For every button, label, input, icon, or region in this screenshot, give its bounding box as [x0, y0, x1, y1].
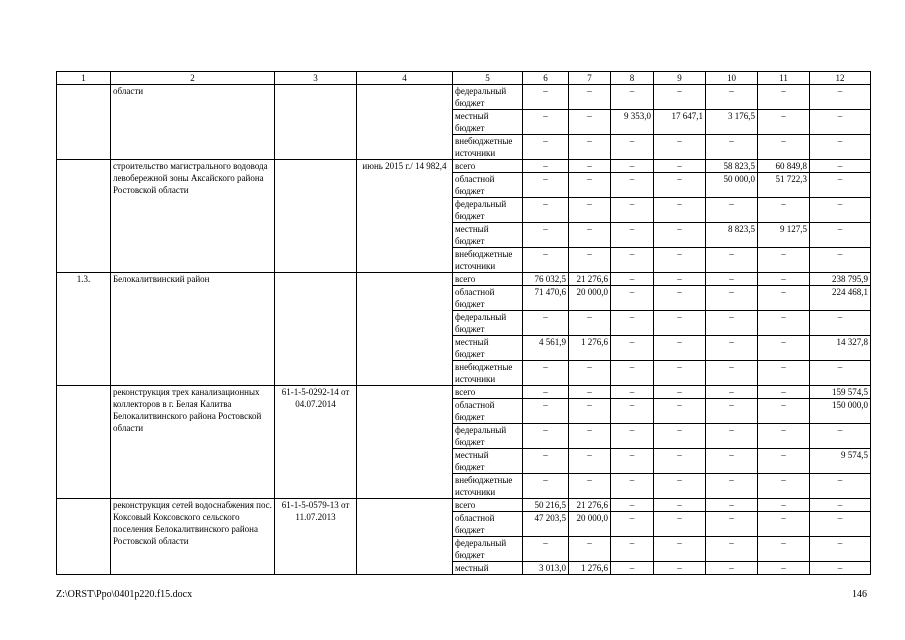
value-cell: –: [611, 512, 654, 537]
value-cell: –: [654, 449, 706, 474]
column-header-7: 7: [569, 72, 611, 85]
value-cell: 9 574,5: [810, 449, 871, 474]
value-cell: –: [611, 499, 654, 512]
value-cell: –: [706, 273, 758, 286]
value-cell: –: [810, 562, 871, 575]
value-cell: –: [569, 173, 611, 198]
item-number: [57, 160, 111, 273]
value-cell: 238 795,9: [810, 273, 871, 286]
value-cell: –: [758, 537, 810, 562]
value-cell: –: [758, 110, 810, 135]
value-cell: –: [523, 537, 569, 562]
footer-page-number: 146: [852, 589, 867, 600]
funding-source-label: всего: [453, 273, 523, 286]
funding-source-label: внебюджетные источники: [453, 474, 523, 499]
value-cell: –: [523, 248, 569, 273]
value-cell: –: [523, 110, 569, 135]
expertise-conclusion: [275, 160, 357, 273]
value-cell: –: [758, 474, 810, 499]
value-cell: –: [654, 424, 706, 449]
column-header-10: 10: [706, 72, 758, 85]
funding-source-label: внебюджетные источники: [453, 248, 523, 273]
funding-source-label: областной бюджет: [453, 399, 523, 424]
value-cell: –: [523, 85, 569, 110]
value-cell: 8 823,5: [706, 223, 758, 248]
item-name: реконструкция трех канализационных коллекторов в г. Белая Калитва Белокалитвинского района Ростовской области: [111, 386, 275, 499]
value-cell: –: [810, 499, 871, 512]
item-name: строительство магистрального водовода левобережной зоны Аксайского района Ростовской области: [111, 160, 275, 273]
expertise-conclusion: 61-1-5-0579-13 от 11.07.2013: [275, 499, 357, 575]
value-cell: 50 216,5: [523, 499, 569, 512]
value-cell: 9 127,5: [758, 223, 810, 248]
column-header-2: 2: [111, 72, 275, 85]
value-cell: –: [810, 424, 871, 449]
funding-source-label: федеральный бюджет: [453, 85, 523, 110]
value-cell: –: [523, 198, 569, 223]
funding-source-label: местный бюджет: [453, 223, 523, 248]
value-cell: –: [569, 361, 611, 386]
value-cell: –: [706, 474, 758, 499]
value-cell: 4 561,9: [523, 336, 569, 361]
value-cell: 47 203,5: [523, 512, 569, 537]
column-header-4: 4: [357, 72, 453, 85]
value-cell: –: [523, 449, 569, 474]
value-cell: –: [569, 311, 611, 336]
funding-source-label: всего: [453, 160, 523, 173]
value-cell: 71 470,6: [523, 286, 569, 311]
value-cell: 51 722,3: [758, 173, 810, 198]
column-header-12: 12: [810, 72, 871, 85]
value-cell: –: [706, 336, 758, 361]
value-cell: –: [706, 424, 758, 449]
funding-source-label: федеральный бюджет: [453, 537, 523, 562]
value-cell: –: [810, 160, 871, 173]
commissioning-date: [357, 499, 453, 575]
value-cell: –: [654, 562, 706, 575]
column-header-8: 8: [611, 72, 654, 85]
value-cell: –: [758, 399, 810, 424]
value-cell: –: [810, 311, 871, 336]
value-cell: –: [810, 512, 871, 537]
value-cell: –: [706, 198, 758, 223]
commissioning-date: [357, 273, 453, 386]
funding-source-label: областной бюджет: [453, 512, 523, 537]
value-cell: –: [706, 361, 758, 386]
value-cell: –: [569, 160, 611, 173]
column-header-3: 3: [275, 72, 357, 85]
value-cell: –: [523, 399, 569, 424]
value-cell: –: [654, 85, 706, 110]
value-cell: –: [611, 562, 654, 575]
value-cell: –: [611, 311, 654, 336]
value-cell: –: [523, 424, 569, 449]
value-cell: –: [654, 135, 706, 160]
value-cell: 9 353,0: [611, 110, 654, 135]
value-cell: –: [569, 223, 611, 248]
expertise-conclusion: [275, 85, 357, 160]
funding-source-label: областной бюджет: [453, 286, 523, 311]
value-cell: –: [611, 248, 654, 273]
value-cell: 159 574,5: [810, 386, 871, 399]
value-cell: –: [706, 386, 758, 399]
column-header-1: 1: [57, 72, 111, 85]
value-cell: –: [569, 386, 611, 399]
value-cell: –: [569, 85, 611, 110]
value-cell: –: [654, 273, 706, 286]
value-cell: –: [654, 286, 706, 311]
value-cell: –: [569, 248, 611, 273]
value-cell: –: [810, 537, 871, 562]
value-cell: –: [654, 223, 706, 248]
value-cell: –: [654, 173, 706, 198]
item-name: реконструкция сетей водоснабжения пос. Коксовый Коксовского сельского поселения Белокалитвинского района Ростовской области: [111, 499, 275, 575]
value-cell: –: [523, 311, 569, 336]
value-cell: –: [611, 160, 654, 173]
value-cell: –: [654, 537, 706, 562]
value-cell: 224 468,1: [810, 286, 871, 311]
value-cell: –: [523, 361, 569, 386]
value-cell: –: [758, 424, 810, 449]
value-cell: –: [654, 386, 706, 399]
value-cell: –: [569, 537, 611, 562]
value-cell: –: [810, 173, 871, 198]
table-row: [57, 386, 871, 399]
value-cell: –: [810, 85, 871, 110]
value-cell: –: [611, 361, 654, 386]
value-cell: –: [758, 273, 810, 286]
value-cell: –: [758, 386, 810, 399]
value-cell: –: [758, 311, 810, 336]
value-cell: 3 176,5: [706, 110, 758, 135]
value-cell: –: [611, 286, 654, 311]
value-cell: –: [569, 198, 611, 223]
value-cell: –: [706, 562, 758, 575]
value-cell: –: [611, 223, 654, 248]
value-cell: –: [706, 399, 758, 424]
value-cell: –: [654, 474, 706, 499]
funding-source-label: внебюджетные источники: [453, 361, 523, 386]
budget-table: [56, 71, 871, 575]
item-number: [57, 386, 111, 499]
value-cell: 20 000,0: [569, 286, 611, 311]
value-cell: –: [523, 223, 569, 248]
value-cell: –: [569, 135, 611, 160]
value-cell: –: [569, 474, 611, 499]
value-cell: –: [654, 399, 706, 424]
value-cell: –: [523, 386, 569, 399]
value-cell: –: [611, 474, 654, 499]
table-row: [57, 273, 871, 286]
value-cell: –: [611, 424, 654, 449]
value-cell: –: [611, 135, 654, 160]
item-number: [57, 499, 111, 575]
value-cell: –: [523, 474, 569, 499]
value-cell: –: [706, 499, 758, 512]
table-row: [57, 160, 871, 173]
value-cell: –: [706, 85, 758, 110]
item-number: [57, 85, 111, 160]
value-cell: –: [611, 386, 654, 399]
value-cell: –: [611, 399, 654, 424]
value-cell: –: [706, 311, 758, 336]
value-cell: –: [569, 110, 611, 135]
header-row: [57, 72, 871, 85]
value-cell: –: [758, 135, 810, 160]
value-cell: 58 823,5: [706, 160, 758, 173]
value-cell: –: [706, 449, 758, 474]
funding-source-label: федеральный бюджет: [453, 424, 523, 449]
value-cell: –: [611, 336, 654, 361]
expertise-conclusion: 61-1-5-0292-14 от 04.07.2014: [275, 386, 357, 499]
expertise-conclusion: [275, 273, 357, 386]
value-cell: 21 276,6: [569, 499, 611, 512]
value-cell: –: [611, 449, 654, 474]
value-cell: –: [810, 248, 871, 273]
funding-source-label: местный: [453, 562, 523, 575]
funding-source-label: федеральный бюджет: [453, 198, 523, 223]
value-cell: –: [810, 110, 871, 135]
commissioning-date: [357, 85, 453, 160]
value-cell: –: [654, 248, 706, 273]
value-cell: –: [810, 361, 871, 386]
value-cell: –: [523, 160, 569, 173]
value-cell: 21 276,6: [569, 273, 611, 286]
value-cell: –: [611, 273, 654, 286]
value-cell: –: [523, 173, 569, 198]
value-cell: –: [758, 361, 810, 386]
value-cell: –: [569, 424, 611, 449]
value-cell: –: [654, 160, 706, 173]
value-cell: –: [810, 198, 871, 223]
value-cell: –: [654, 336, 706, 361]
item-name: Белокалитвинский район: [111, 273, 275, 386]
value-cell: –: [706, 537, 758, 562]
value-cell: 50 000,0: [706, 173, 758, 198]
column-header-9: 9: [654, 72, 706, 85]
funding-source-label: местный бюджет: [453, 110, 523, 135]
value-cell: –: [758, 85, 810, 110]
value-cell: 3 013,0: [523, 562, 569, 575]
value-cell: –: [758, 562, 810, 575]
value-cell: –: [569, 449, 611, 474]
value-cell: 1 276,6: [569, 562, 611, 575]
value-cell: –: [810, 223, 871, 248]
value-cell: –: [758, 248, 810, 273]
column-header-5: 5: [453, 72, 523, 85]
value-cell: 20 000,0: [569, 512, 611, 537]
value-cell: –: [654, 311, 706, 336]
value-cell: –: [706, 248, 758, 273]
value-cell: –: [758, 499, 810, 512]
funding-source-label: федеральный бюджет: [453, 311, 523, 336]
value-cell: 60 849,8: [758, 160, 810, 173]
column-header-6: 6: [523, 72, 569, 85]
value-cell: –: [758, 336, 810, 361]
value-cell: –: [654, 512, 706, 537]
value-cell: 1 276,6: [569, 336, 611, 361]
commissioning-date: июнь 2015 г./ 14 982,4: [357, 160, 453, 273]
value-cell: –: [654, 499, 706, 512]
value-cell: 14 327,8: [810, 336, 871, 361]
value-cell: –: [706, 512, 758, 537]
value-cell: –: [569, 399, 611, 424]
item-name: области: [111, 85, 275, 160]
value-cell: 150 000,0: [810, 399, 871, 424]
funding-source-label: местный бюджет: [453, 449, 523, 474]
value-cell: –: [611, 198, 654, 223]
value-cell: 76 032,5: [523, 273, 569, 286]
table-row: [57, 499, 871, 512]
commissioning-date: [357, 386, 453, 499]
funding-source-label: местный бюджет: [453, 336, 523, 361]
value-cell: –: [706, 135, 758, 160]
value-cell: –: [706, 286, 758, 311]
value-cell: –: [758, 512, 810, 537]
value-cell: –: [611, 85, 654, 110]
value-cell: –: [758, 198, 810, 223]
item-number: 1.3.: [57, 273, 111, 386]
funding-source-label: внебюджетные источники: [453, 135, 523, 160]
value-cell: –: [810, 474, 871, 499]
column-header-11: 11: [758, 72, 810, 85]
value-cell: –: [758, 286, 810, 311]
value-cell: –: [758, 449, 810, 474]
funding-source-label: всего: [453, 386, 523, 399]
footer-file-path: Z:\ORST\Ppo\0401p220.f15.docx: [56, 589, 193, 600]
value-cell: –: [523, 135, 569, 160]
value-cell: –: [654, 198, 706, 223]
value-cell: –: [611, 537, 654, 562]
value-cell: –: [611, 173, 654, 198]
funding-source-label: областной бюджет: [453, 173, 523, 198]
table-row: [57, 85, 871, 110]
funding-source-label: всего: [453, 499, 523, 512]
value-cell: 17 647,1: [654, 110, 706, 135]
value-cell: –: [654, 361, 706, 386]
value-cell: –: [810, 135, 871, 160]
